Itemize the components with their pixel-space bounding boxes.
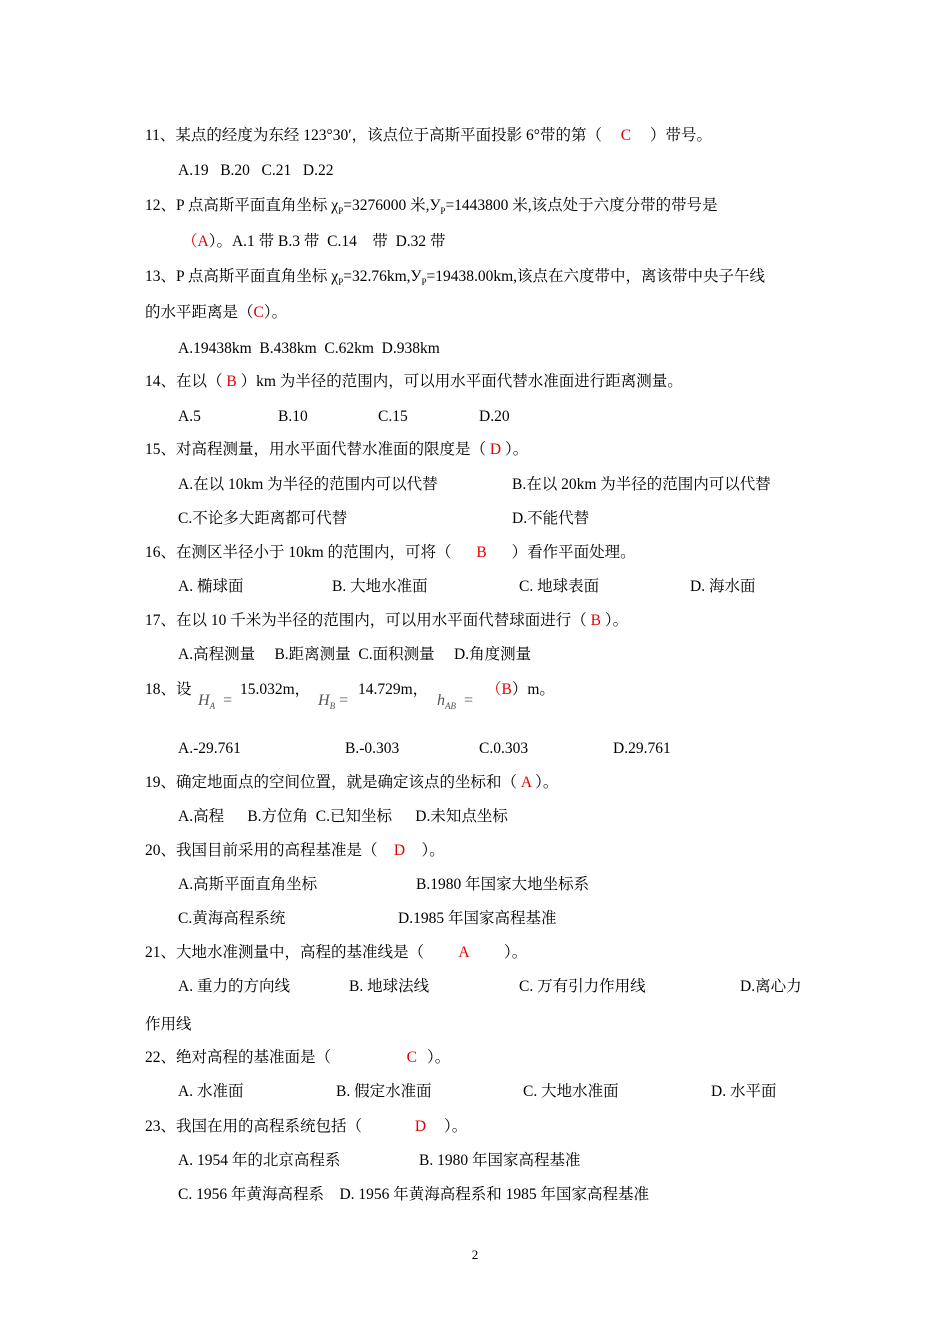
q15-stem: 15、对高程测量，用水平面代替水准面的限度是（ D ）。 [145,441,529,458]
q14-option-d: D.20 [479,408,510,425]
q22-option-b: B. 假定水准面 [336,1083,432,1100]
q19-answer: A [520,774,532,791]
q18-ha-symbol: $H_A$ = [198,692,233,712]
q18-hb-value: 14.729m， [358,681,429,698]
q15-option-d: D.不能代替 [512,510,590,527]
q14-stem: 14、在以（ B ）km 为半径的范围内，可以用水平面代替水准面进行距离测量。 [145,373,683,390]
q17-options: A.高程测量 B.距离测量 C.面积测量 D.角度测量 [178,646,532,663]
q16-option-a: A. 椭球面 [178,578,244,595]
q14-option-b: B.10 [278,408,308,425]
q20-answer: D [393,842,406,859]
q22-stem: 22、绝对高程的基准面是（ C ）。 [145,1049,451,1066]
q14-option-c: C.15 [378,408,408,425]
q13-options: A.19438km B.438km C.62km D.938km [178,340,440,357]
q13-answer: C [253,304,264,321]
q21-option-a: A. 重力的方向线 [178,978,290,995]
q16-option-d: D. 海水面 [690,578,756,595]
q16-option-b: B. 大地水准面 [332,578,428,595]
q22-option-a: A. 水准面 [178,1083,244,1100]
q18-hb-symbol: $H_B$ = [318,692,349,712]
q12-answer: A [197,233,209,250]
q15-option-c: C.不论多大距离都可代替 [178,510,348,527]
q21-option-b: B. 地球法线 [349,978,430,995]
q20-option-b: B.1980 年国家大地坐标系 [416,876,590,893]
q18-ha-value: 15.032m， [240,681,311,698]
q23-option-a: A. 1954 年的北京高程系 [178,1152,341,1169]
q21-stem: 21、大地水准测量中，高程的基准线是（ A ）。 [145,944,528,961]
q11-options: A.19 B.20 C.21 D.22 [178,162,334,179]
q20-option-c: C.黄海高程系统 [178,910,286,927]
q21-option-d-cont: 作用线 [145,1016,192,1033]
q22-answer: C [406,1049,418,1066]
q13-stem: 13、P 点高斯平面直角坐标 $\chi_P=32.76km,У_P=19438.00km$,该点在六度带中，离该带中央子午线 [145,268,766,288]
q18-answer: B [501,681,512,698]
q20-stem: 20、我国目前采用的高程基准是（ D ）。 [145,842,445,859]
q19-options: A.高程 B.方位角 C.已知坐标 D.未知点坐标 [178,808,508,825]
q18-option-b: B.-0.303 [345,740,400,757]
q16-stem: 16、在测区半径小于 10km 的范围内，可将（ B ）看作平面处理。 [145,544,636,561]
q23-option-b: B. 1980 年国家高程基准 [419,1152,581,1169]
q18-lead: 18、设 [145,681,192,698]
page-number: 2 [471,1247,479,1262]
q22-option-c: C. 大地水准面 [523,1083,619,1100]
q15-answer: D [489,441,502,458]
q20-option-d: D.1985 年国家高程基准 [398,910,557,927]
q11-stem: 11、某点的经度为东经 123°30′，该点位于高斯平面投影 6°带的第（ C ）带号。 [145,127,712,144]
q17-stem: 17、在以 10 千米为半径的范围内，可以用水平面代替球面进行（ B ）。 [145,612,629,629]
q16-answer: B [476,544,487,561]
q16-option-c: C. 地球表面 [519,578,600,595]
q18-option-c: C.0.303 [479,740,529,757]
q15-option-a: A.在以 10km 为半径的范围内可以代替 [178,476,438,493]
q23-option-cd: C. 1956 年黄海高程系 D. 1956 年黄海高程系和 1985 年国家高程基准 [178,1186,650,1203]
q18-stem-end: （B）m。 [486,681,555,698]
q12-stem-cont: （A）。A.1 带 B.3 带 C.14 带 D.32 带 [182,233,446,250]
q18-option-a: A.-29.761 [178,740,241,757]
q22-option-d: D. 水平面 [711,1083,777,1100]
q11-answer: C [620,127,632,144]
q20-option-a: A.高斯平面直角坐标 [178,876,318,893]
q12-stem: 12、P 点高斯平面直角坐标 $\chi_P=3276000$ 米$,У_P=1443800$ 米,该点处于六度分带的带号是 [145,197,718,217]
q21-option-d: D.离心力 [740,978,802,995]
q13-stem-cont: 的水平距离是（C）。 [145,304,288,321]
q21-answer: A [458,944,470,961]
q18-option-d: D.29.761 [613,740,671,757]
q23-answer: D [414,1118,427,1135]
q21-option-c: C. 万有引力作用线 [519,978,646,995]
q14-answer: B [226,373,237,390]
q15-option-b: B.在以 20km 为半径的范围内可以代替 [512,476,771,493]
q19-stem: 19、确定地面点的空间位置，就是确定该点的坐标和（ A ）。 [145,774,559,791]
q14-option-a: A.5 [178,408,201,425]
q23-stem: 23、我国在用的高程系统包括（ D ）。 [145,1118,468,1135]
q18-hab-symbol: $h_{AB}$ = [437,692,474,712]
q17-answer: B [590,612,601,629]
